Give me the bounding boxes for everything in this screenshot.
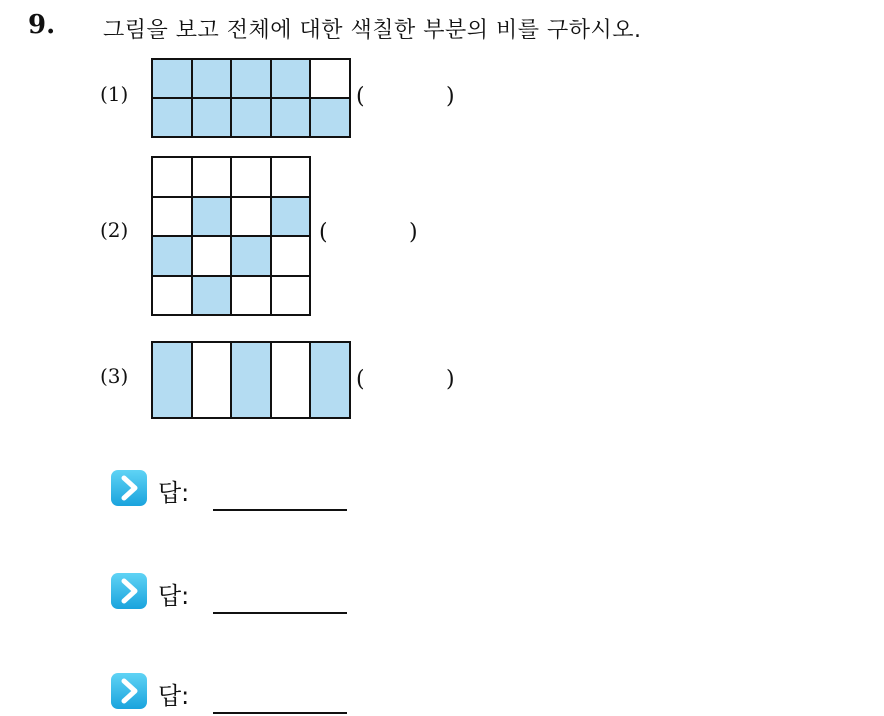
blank-cell: [271, 276, 311, 316]
shaded-cell: [192, 59, 232, 98]
shaded-cell: [310, 342, 350, 418]
blank-cell: [231, 197, 271, 237]
shaded-cell: [310, 98, 350, 137]
shaded-cell: [192, 98, 232, 137]
paren-open: (: [356, 367, 365, 392]
grid-row: [152, 59, 350, 98]
shaded-cell: [152, 342, 192, 418]
chevron-right-icon: [110, 672, 148, 710]
shading-grid: [151, 341, 351, 419]
answer-label: 답:: [158, 682, 190, 710]
shaded-cell: [152, 59, 192, 98]
blank-cell: [192, 342, 232, 418]
blank-cell: [152, 197, 192, 237]
shaded-cell: [231, 98, 271, 137]
chevron-right-icon: [110, 469, 148, 507]
paren-close: ): [446, 84, 455, 109]
blank-cell: [231, 276, 271, 316]
paren-close: ): [409, 220, 418, 245]
blank-cell: [310, 59, 350, 98]
shaded-cell: [152, 236, 192, 276]
problem-label: (3): [100, 364, 129, 388]
problem-label: (1): [100, 82, 129, 106]
grid-row: [152, 236, 310, 276]
grid-row: [152, 276, 310, 316]
blank-cell: [271, 157, 311, 197]
shaded-cell: [192, 197, 232, 237]
answer-blank[interactable]: [213, 612, 347, 614]
grid-row: [152, 197, 310, 237]
chevron-right-icon: [110, 572, 148, 610]
blank-cell: [152, 276, 192, 316]
blank-cell: [192, 157, 232, 197]
shaded-cell: [192, 276, 232, 316]
answer-blank[interactable]: [213, 712, 347, 714]
shaded-cell: [231, 236, 271, 276]
answer-blank[interactable]: [213, 509, 347, 511]
paren-open: (: [356, 84, 365, 109]
problem-label: (2): [100, 218, 129, 242]
paren-close: ): [446, 367, 455, 392]
question-number: 9.: [28, 10, 56, 40]
shaded-cell: [271, 59, 311, 98]
answer-label: 답:: [158, 479, 190, 507]
shaded-cell: [231, 342, 271, 418]
grid-row: [152, 98, 350, 137]
grid-row: [152, 342, 350, 418]
answer-label: 답:: [158, 582, 190, 610]
blank-cell: [192, 236, 232, 276]
blank-cell: [231, 157, 271, 197]
question-text: 그림을 보고 전체에 대한 색칠한 부분의 비를 구하시오.: [103, 18, 642, 43]
shaded-cell: [231, 59, 271, 98]
shading-grid: [151, 58, 351, 138]
blank-cell: [271, 342, 311, 418]
shaded-cell: [271, 98, 311, 137]
shaded-cell: [152, 98, 192, 137]
blank-cell: [271, 236, 311, 276]
paren-open: (: [319, 220, 328, 245]
grid-row: [152, 157, 310, 197]
shading-grid: [151, 156, 311, 316]
blank-cell: [152, 157, 192, 197]
shaded-cell: [271, 197, 311, 237]
